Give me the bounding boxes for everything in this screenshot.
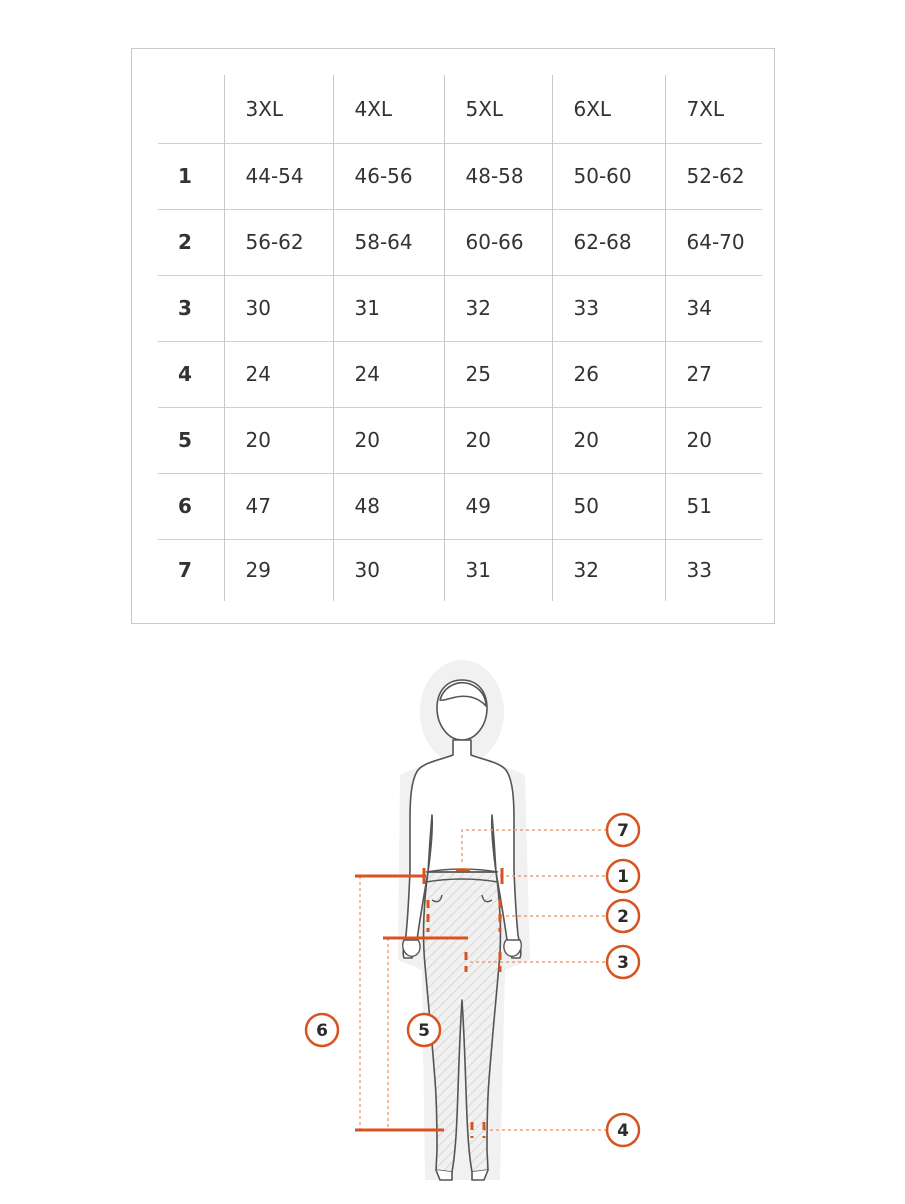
badge-6 <box>306 1014 338 1046</box>
badge-2 <box>607 900 639 932</box>
table-cell: 20 <box>552 407 665 473</box>
badge-1 <box>607 860 639 892</box>
table-cell: 56-62 <box>224 209 333 275</box>
table-cell: 34 <box>665 275 762 341</box>
header-size: 7XL <box>665 75 762 143</box>
row-label: 5 <box>158 407 224 473</box>
measurement-diagram <box>0 640 905 1200</box>
table-cell: 47 <box>224 473 333 539</box>
row-label: 6 <box>158 473 224 539</box>
table-cell: 48-58 <box>444 143 552 209</box>
badge-7 <box>607 814 639 846</box>
row-label: 1 <box>158 143 224 209</box>
header-size: 6XL <box>552 75 665 143</box>
table-cell: 51 <box>665 473 762 539</box>
table-cell: 24 <box>224 341 333 407</box>
table-row <box>158 275 762 341</box>
table-cell: 62-68 <box>552 209 665 275</box>
badge-3-label: 3 <box>617 953 629 973</box>
table-cell: 31 <box>333 275 444 341</box>
table-row <box>158 407 762 473</box>
table-cell: 30 <box>333 539 444 601</box>
table-row <box>158 209 762 275</box>
table-cell: 25 <box>444 341 552 407</box>
badge-5-label: 5 <box>418 1021 430 1041</box>
table-cell: 30 <box>224 275 333 341</box>
row-label: 3 <box>158 275 224 341</box>
row-label: 2 <box>158 209 224 275</box>
table-cell: 50 <box>552 473 665 539</box>
header-size: 3XL <box>224 75 333 143</box>
table-cell: 24 <box>333 341 444 407</box>
table-cell: 44-54 <box>224 143 333 209</box>
badge-3 <box>607 946 639 978</box>
table-row <box>158 143 762 209</box>
badge-6-label: 6 <box>316 1021 328 1041</box>
badge-5 <box>408 1014 440 1046</box>
table-cell: 33 <box>665 539 762 601</box>
table-cell: 29 <box>224 539 333 601</box>
row-label: 7 <box>158 539 224 601</box>
size-table <box>158 75 762 601</box>
table-cell: 20 <box>444 407 552 473</box>
table-cell: 52-62 <box>665 143 762 209</box>
table-cell: 33 <box>552 275 665 341</box>
table-header-row <box>158 75 762 143</box>
table-cell: 48 <box>333 473 444 539</box>
table-cell: 50-60 <box>552 143 665 209</box>
table-row <box>158 473 762 539</box>
table-row <box>158 341 762 407</box>
row-label: 4 <box>158 341 224 407</box>
badge-2-label: 2 <box>617 907 629 927</box>
badge-7-label: 7 <box>617 821 629 841</box>
table-cell: 20 <box>224 407 333 473</box>
table-cell: 49 <box>444 473 552 539</box>
badge-1-label: 1 <box>617 867 629 887</box>
badge-4 <box>607 1114 639 1146</box>
size-table-frame <box>131 48 775 624</box>
header-size: 4XL <box>333 75 444 143</box>
table-cell: 60-66 <box>444 209 552 275</box>
table-row <box>158 539 762 601</box>
table-cell: 58-64 <box>333 209 444 275</box>
table-cell: 32 <box>444 275 552 341</box>
table-cell: 20 <box>333 407 444 473</box>
table-cell: 46-56 <box>333 143 444 209</box>
table-cell: 32 <box>552 539 665 601</box>
table-cell: 27 <box>665 341 762 407</box>
table-cell: 64-70 <box>665 209 762 275</box>
badge-4-label: 4 <box>617 1121 629 1141</box>
header-corner <box>158 75 224 143</box>
table-cell: 26 <box>552 341 665 407</box>
header-size: 5XL <box>444 75 552 143</box>
table-cell: 31 <box>444 539 552 601</box>
table-cell: 20 <box>665 407 762 473</box>
